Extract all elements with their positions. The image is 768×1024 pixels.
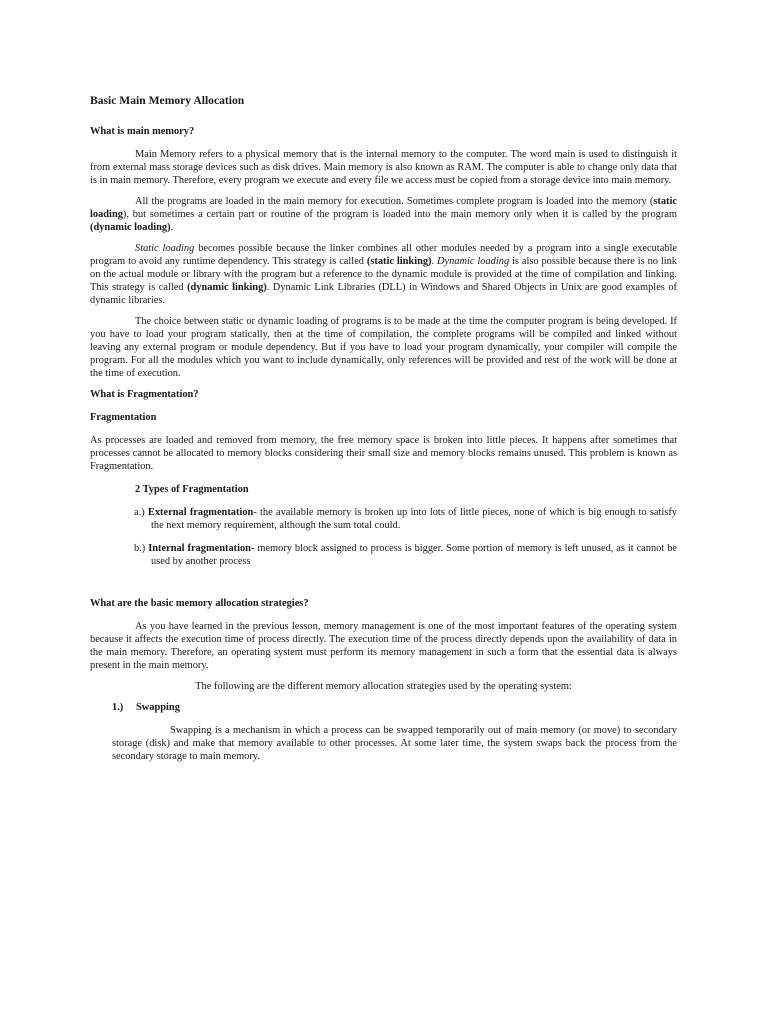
- paragraph-choice: The choice between static or dynamic loading of programs is to be made at the time the computer program is being developed. If you have to load your program statically, then at the time of compilation, the complete programs will be compiled and linked without leaving any external program or module dependency. But if you have to load your program dynamically, your compiler will compile the program. For all the modules which you want to include dynamically, only references will be provided and rest of the work will be done at the time of execution.: [90, 316, 677, 379]
- list-item-external-fragmentation: a.) External fragmentation- the available memory is broken up into lots of little pieces, none of which is big enough to satisfy the next memory requirement, although the sum total could.: [134, 507, 677, 531]
- paragraph-strategies-intro: The following are the different memory allocation strategies used by the operating system:: [195, 681, 572, 692]
- list-heading-swapping: 1.) Swapping: [112, 702, 180, 713]
- heading-allocation-strategies: What are the basic memory allocation strategies?: [90, 598, 309, 609]
- term-static-loading-italic: Static loading: [135, 243, 195, 254]
- term-dynamic-linking: (dynamic linking): [187, 282, 267, 293]
- term-static-loading: static loading: [90, 196, 677, 220]
- paragraph-main-memory: Main Memory refers to a physical memory that is the internal memory to the computer. The word main is used to distinguish it from external mass storage devices such as disk drives. Main memory is also known as RAM. The computer is able to change only data that is in main memory. Therefore, every program we execute and every file we access must be copied from a storage device into main memory.: [90, 149, 677, 186]
- paragraph-fragmentation: As processes are loaded and removed from memory, the free memory space is broken into little pieces. It happens after sometimes that processes cannot be allocated to memory blocks considering their small size and memory blocks remains unused. This problem is known as Fragmentation.: [90, 435, 677, 472]
- paragraph-swapping: Swapping is a mechanism in which a process can be swapped temporarily out of main memory (or move) to secondary storage (disk) and make that memory available to other processes. At some later time, the system swaps back the process from the secondary storage to main memory.: [112, 725, 677, 762]
- list-number: 1.): [112, 702, 124, 713]
- document-page: [90, 94, 677, 763]
- heading-fragmentation-question: What is Fragmentation?: [90, 389, 199, 400]
- heading-main-memory: What is main memory?: [90, 126, 195, 137]
- document-title: Basic Main Memory Allocation: [90, 94, 245, 107]
- paragraph-linking: Static loading becomes possible because the linker combines all other modules needed by a program into a single executable program to avoid any runtime dependency. This strategy is called (static linking). Dynamic loading is also possible because there is no link on the actual module or library with the program but a reference to the dynamic module is provided at the time of compilation and linking. This strategy is called (dynamic linking). Dynamic Link Libraries (DLL) in Windows and Shared Objects in Unix are good examples of dynamic libraries.: [90, 243, 678, 306]
- term-dynamic-loading: (dynamic loading): [90, 222, 171, 233]
- term-static-linking: (static linking): [366, 256, 432, 267]
- term-dynamic-loading-italic: Dynamic loading: [437, 256, 510, 267]
- paragraph-program-loading: All the programs are loaded in the main memory for execution. Sometimes complete program is loaded into the memory (static loading), but sometimes a certain part or routine of the program is loaded into the main memory only when it is called by the program (dynamic loading).: [90, 196, 677, 233]
- heading-fragmentation-types: 2 Types of Fragmentation: [135, 484, 249, 495]
- list-item-internal-fragmentation: b.) Internal fragmentation- memory block assigned to process is bigger. Some portion of memory is left unused, as it cannot be used by another process: [134, 543, 677, 567]
- heading-fragmentation: Fragmentation: [90, 412, 157, 423]
- paragraph-memory-management: As you have learned in the previous lesson, memory management is one of the most important features of the operating system because it affects the execution time of process directly. The execution time of the process directly depends upon the availability of data in the main memory. Therefore, an operating system must perform its memory management in such a form that the essential data is always present in the main memory.: [90, 621, 677, 671]
